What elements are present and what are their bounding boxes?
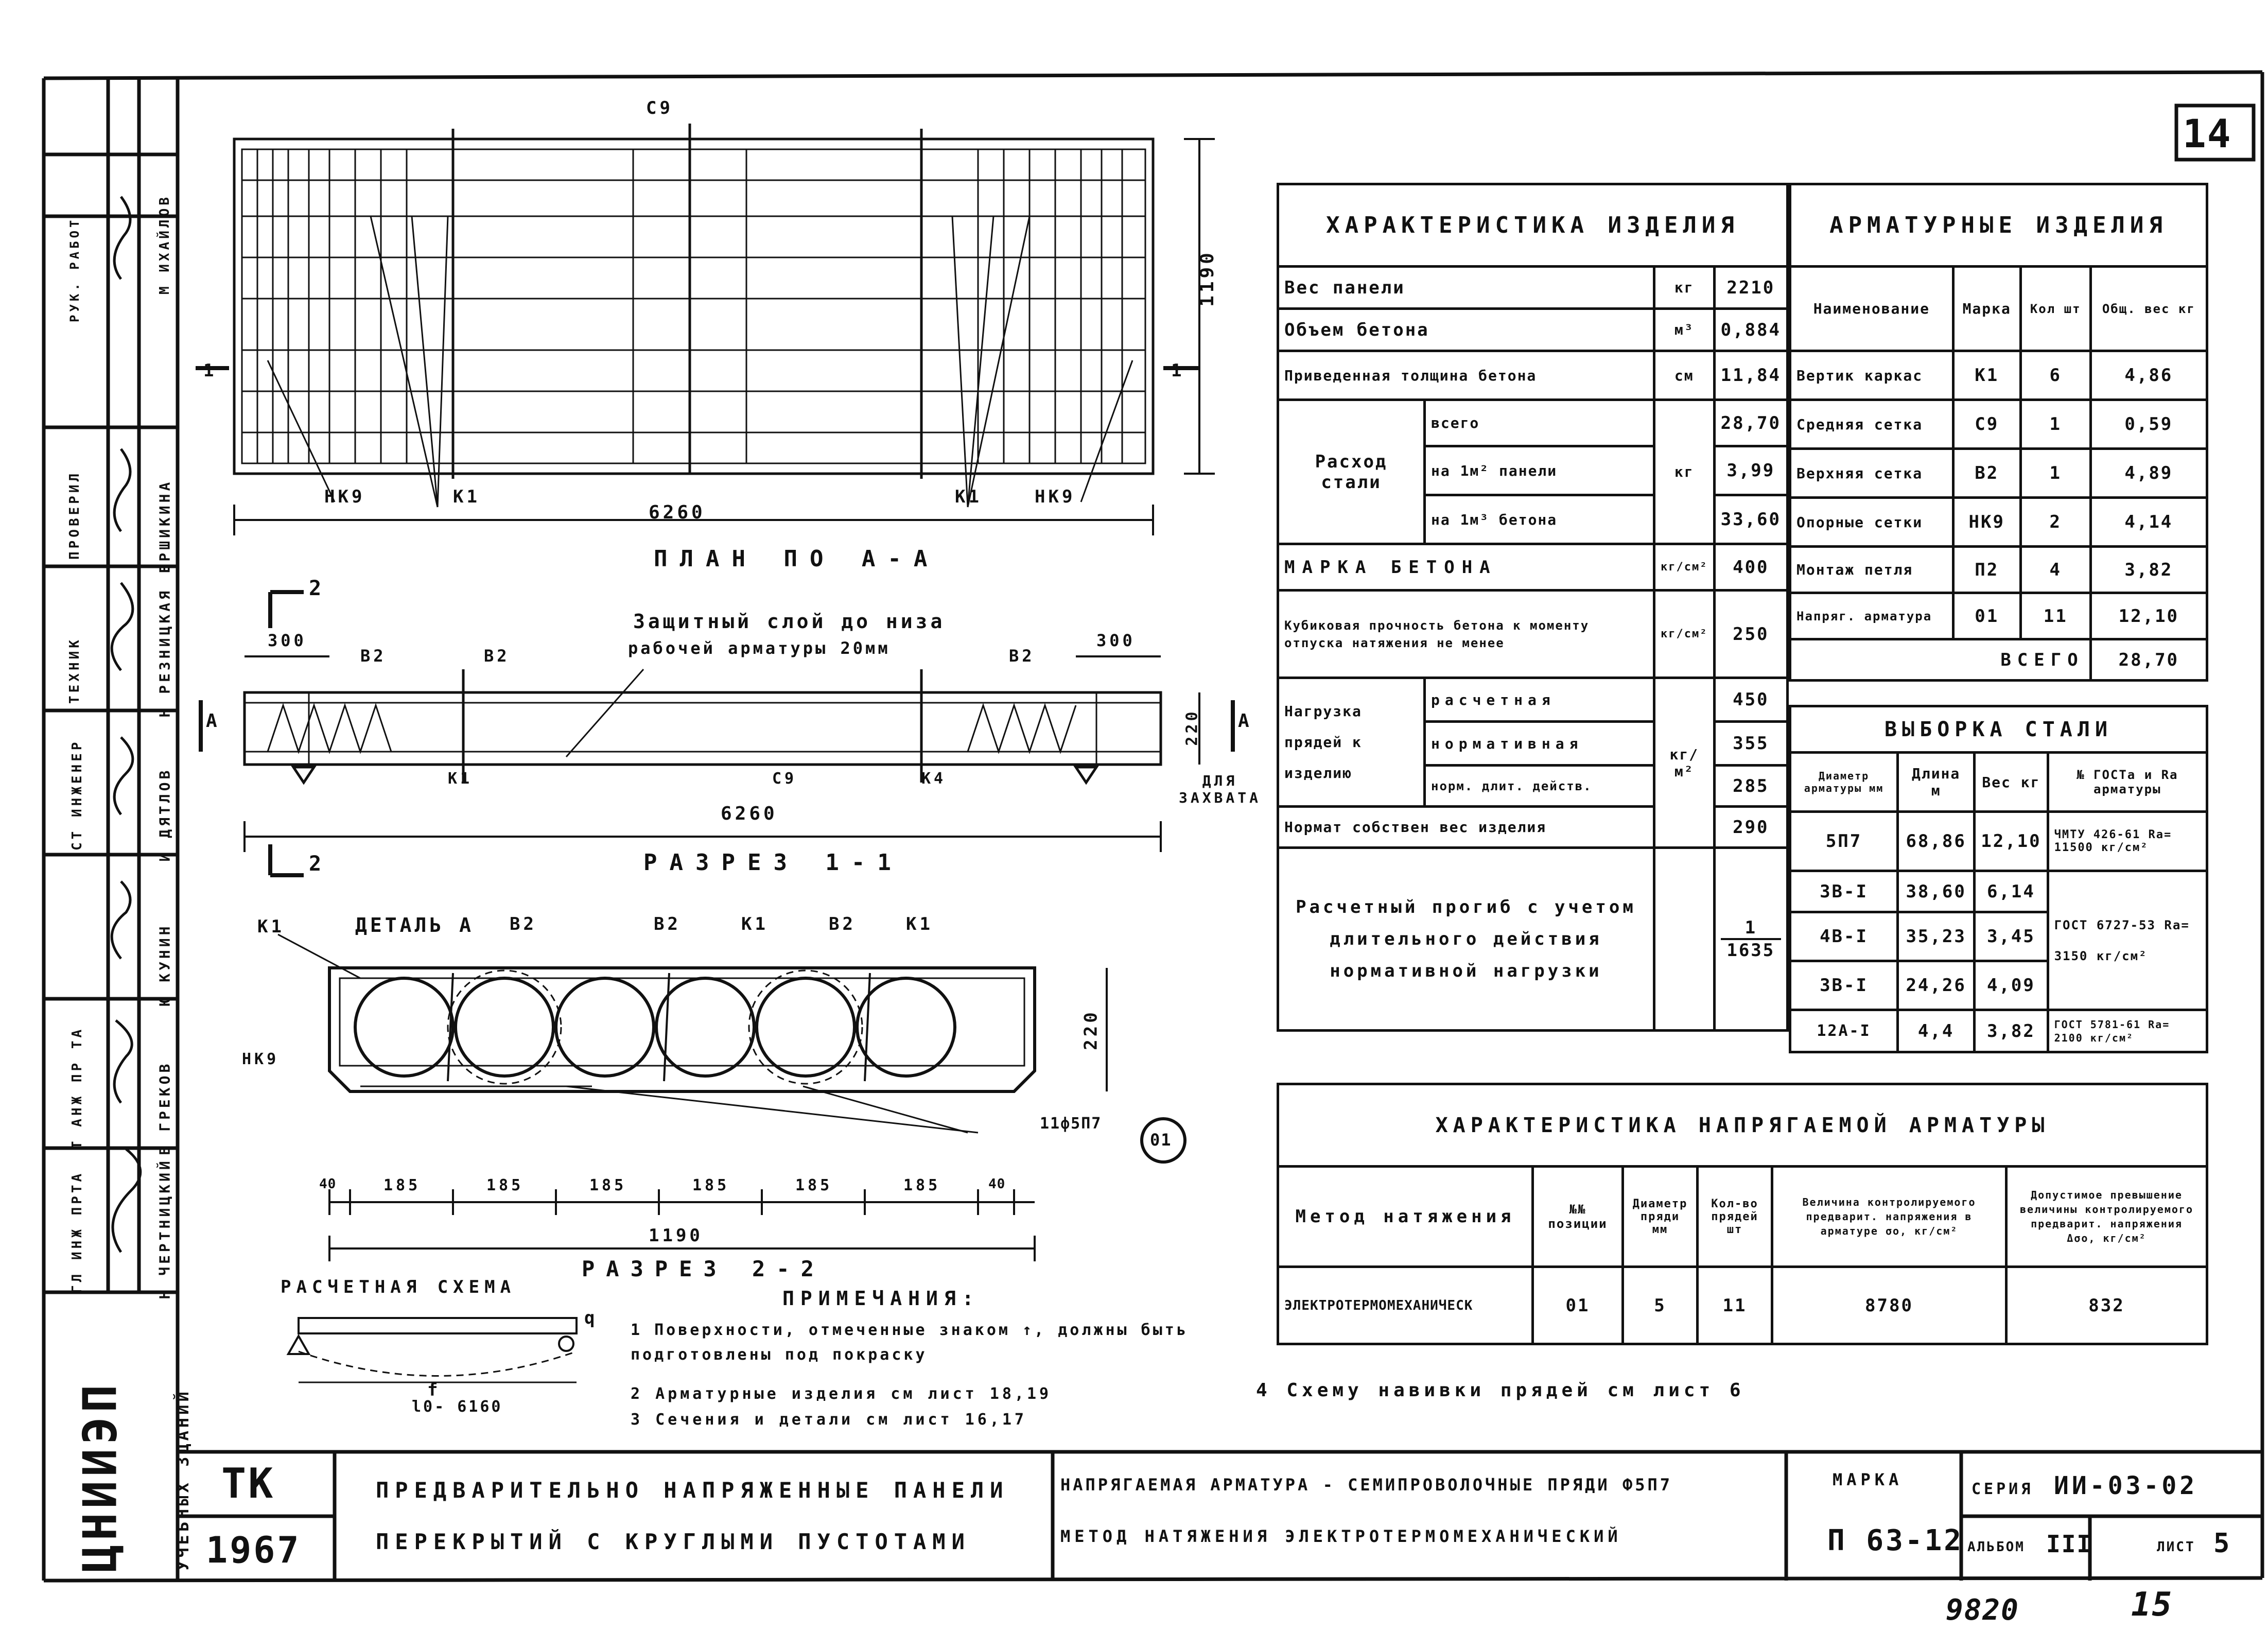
stamp-album-label: АЛЬБОМ (1967, 1539, 2025, 1555)
section1-height: 220 (1183, 708, 1201, 746)
arm-weight: 4,89 (2090, 449, 2207, 498)
steel-row-label: на 1м³ бетона (1425, 495, 1654, 544)
arm-weight: 4,86 (2090, 351, 2207, 400)
strength-label: Кубиковая прочность бетона к моменту отпуска натяжения не менее (1278, 591, 1654, 678)
steel-table-title: ВЫБОРКА СТАЛИ (1790, 706, 2207, 753)
tension-cell: ЭЛЕКТРОТЕРМОМЕХАНИЧЕСК (1278, 1267, 1533, 1344)
plan-label-nk9: НК9 (324, 487, 365, 507)
load-row-label: расчетная (1425, 678, 1654, 722)
section1-dim-left: 300 (268, 631, 307, 650)
section1-mark-2b: 2 (309, 852, 325, 876)
stamp-album-value: III (2046, 1530, 2092, 1558)
steel-row-label: всего (1425, 400, 1654, 446)
steel-row-label: на 1м² панели (1425, 446, 1654, 495)
char-table-title: ХАРАКТЕРИСТИКА ИЗДЕЛИЯ (1278, 184, 1788, 267)
arm-total-label: ВСЕГО (1790, 639, 2091, 681)
arm-name: Верхняя сетка (1790, 449, 1953, 498)
section1-label-k1: К1 (448, 770, 473, 788)
arm-mark: П2 (1953, 547, 2020, 593)
stamp-title-1: ПРЕДВАРИТЕЛЬНО НАПРЯЖЕННЫЕ ПАНЕЛИ (376, 1478, 1009, 1503)
dim-bottom-5: 185 (795, 1176, 833, 1194)
plan-mark-1: 1 (203, 360, 217, 381)
arm-table-title: АРМАТУРНЫЕ ИЗДЕЛИЯ (1790, 184, 2207, 267)
stamp-sheet-label: ЛИСТ (2157, 1539, 2195, 1555)
steel-dia: 5П7 (1790, 812, 1898, 871)
tension-table (1277, 1083, 2208, 1345)
tension-header: Допустимое превышение величины контролируемого предварит. напряжения Δσо, кг/см² (2007, 1167, 2207, 1267)
steel-dia: 4В-I (1790, 912, 1898, 961)
char-row-unit: м³ (1654, 309, 1714, 351)
arm-header: Марка (1953, 267, 2020, 351)
char-row-unit: см (1654, 351, 1714, 400)
section2-drawing (0, 0, 1277, 1400)
arm-weight: 0,59 (2090, 400, 2207, 449)
section2-label-k1c: К1 (906, 914, 933, 934)
arm-weight: 3,82 (2090, 547, 2207, 593)
notes-title: ПРИМЕЧАНИЯ: (782, 1287, 980, 1310)
section1-label-v2b: В2 (484, 646, 510, 666)
arm-total-value: 28,70 (2090, 639, 2207, 681)
steel-len: 38,60 (1898, 871, 1975, 912)
dim-bottom-6: 185 (903, 1176, 941, 1194)
stamp-series-value: ИИ-03-02 (2054, 1471, 2198, 1500)
deflection-num: 1 (1721, 917, 1781, 940)
stamp-year: 1967 (206, 1529, 301, 1571)
section1-lift: ДЛЯ ЗАХВАТА (1178, 772, 1261, 806)
side-name: Ю КУНИН (156, 923, 173, 1006)
plan-label-c9: С9 (646, 98, 673, 118)
steel-header: Длина м (1898, 753, 1975, 812)
section1-note-2: рабочей арматуры 20мм (628, 638, 891, 658)
side-name: М ИХАЙЛОВ (157, 194, 172, 294)
section2-label-v2b: В2 (654, 914, 681, 934)
footer-number-left: 9820 (1946, 1593, 2019, 1627)
section2-label-v2c: В2 (829, 914, 856, 934)
dim-bottom-1: 185 (383, 1176, 421, 1194)
width-total: 1190 (649, 1225, 703, 1246)
tension-table-title: ХАРАКТЕРИСТИКА НАПРЯГАЕМОЙ АРМАТУРЫ (1278, 1084, 2207, 1167)
tension-header: Диаметр пряди мм (1623, 1167, 1698, 1267)
steel-row-value: 3,99 (1714, 446, 1787, 495)
plan-mark-1b: 1 (1171, 360, 1185, 381)
calc-scheme-f: f (427, 1380, 441, 1400)
arm-qty: 11 (2020, 593, 2090, 639)
note-item-4: 4 Схему навивки прядей см лист 6 (1256, 1380, 1745, 1401)
plan-label-k1: К1 (453, 487, 480, 507)
own-weight-label: Нормат собствен вес изделия (1278, 807, 1654, 848)
sheet-number: 14 (2183, 111, 2232, 157)
note-item-1: 1 Поверхности, отмеченные знаком ↑, должны быть подготовлены под покраску (631, 1321, 1189, 1364)
plan-length: 6260 (649, 502, 706, 523)
stamp-desc-2: МЕТОД НАТЯЖЕНИЯ ЭЛЕКТРОТЕРМОМЕХАНИЧЕСКИЙ (1060, 1526, 1622, 1546)
steel-row-value: 28,70 (1714, 400, 1787, 446)
section1-label-v2: В2 (360, 646, 387, 666)
side-name: Н РЕЗНИЦКАЯ (156, 588, 173, 718)
section1-label-c9: С9 (772, 770, 797, 788)
stamp-tk: ТК (221, 1460, 275, 1507)
plan-title: ПЛАН ПО А-А (654, 546, 940, 572)
steel-header: Вес кг (1975, 753, 2048, 812)
steel-dia: 12А-I (1790, 1010, 1898, 1052)
load-unit: кг/м² (1654, 678, 1714, 848)
section2-label-k1: К1 (257, 916, 285, 937)
tension-header: №№ позиции (1533, 1167, 1623, 1267)
arm-qty: 4 (2020, 547, 2090, 593)
arm-mark: НК9 (1953, 498, 2020, 547)
steel-len: 68,86 (1898, 812, 1975, 871)
arm-name: Монтаж петля (1790, 547, 1953, 593)
stamp-title-2: ПЕРЕКРЫТИЙ С КРУГЛЫМИ ПУСТОТАМИ (376, 1529, 971, 1554)
side-role: РУК. РАБОТ (67, 217, 82, 322)
concrete-unit: кг/см² (1654, 544, 1714, 591)
steel-wt: 12,10 (1975, 812, 2048, 871)
steel-len: 4,4 (1898, 1010, 1975, 1052)
footer-number-right: 15 (2131, 1586, 2173, 1624)
steel-gost: ГОСТ 6727-53 Rа= 3150 кг/см² (2048, 871, 2207, 1010)
steel-len: 35,23 (1898, 912, 1975, 961)
arm-header: Кол шт (2020, 267, 2090, 351)
tension-cell: 11 (1698, 1267, 1772, 1344)
side-role: ТЕХНИК (67, 637, 82, 704)
dim-edge-left: 40 (319, 1176, 337, 1192)
arm-qty: 1 (2020, 400, 2090, 449)
side-role: ГЛ ИНЖ ПРТА (69, 1170, 85, 1293)
strand-label: 11ф5П7 (1040, 1115, 1102, 1133)
deflection-den: 1635 (1726, 940, 1775, 961)
dim-bottom-4: 185 (692, 1176, 730, 1194)
note-item-3: 3 Сечения и детали см лист 16,17 (631, 1411, 1027, 1429)
arm-qty: 1 (2020, 449, 2090, 498)
load-row-value: 355 (1714, 722, 1787, 766)
section1-label-v2c: В2 (1009, 646, 1035, 666)
tension-cell: 5 (1623, 1267, 1698, 1344)
char-row-value: 0,884 (1714, 309, 1787, 351)
section1-mark-2: 2 (309, 577, 325, 600)
side-role: СТ ИНЖЕНЕР (69, 739, 85, 851)
calc-scheme-span: l0- 6160 (412, 1398, 503, 1416)
tension-cell: 01 (1533, 1267, 1623, 1344)
load-row-value: 285 (1714, 766, 1787, 807)
steel-wt: 3,45 (1975, 912, 2048, 961)
section1-mark-a2: А (1238, 710, 1252, 732)
strand-mark: 01 (1150, 1130, 1172, 1150)
tension-header: Величина контролируемого предварит. напряжения в арматуре σо, кг/см² (1772, 1167, 2007, 1267)
stamp-desc-1: НАПРЯГАЕМАЯ АРМАТУРА - СЕМИПРОВОЛОЧНЫЕ ПРЯДИ Ф5П7 (1060, 1475, 1673, 1495)
arm-mark: В2 (1953, 449, 2020, 498)
arm-qty: 2 (2020, 498, 2090, 547)
arm-mark: 01 (1953, 593, 2020, 639)
stamp-mark-value: П 63-12 (1827, 1524, 1964, 1557)
stamp-mark-label: МАРКА (1833, 1470, 1903, 1489)
arm-table (1789, 183, 2208, 682)
arm-name: Опорные сетки (1790, 498, 1953, 547)
section1-note-1: Защитный слой до низа (633, 610, 946, 633)
plan-width: 1190 (1196, 250, 1218, 307)
steel-row-value: 33,60 (1714, 495, 1787, 544)
tension-cell: 8780 (1772, 1267, 2007, 1344)
tension-header: Кол-во прядей шт (1698, 1167, 1772, 1267)
section2-label-nk9: НК9 (242, 1050, 280, 1068)
section2-height: 220 (1080, 1009, 1102, 1050)
concrete-value: 400 (1714, 544, 1787, 591)
arm-name: Вертик каркас (1790, 351, 1953, 400)
steel-unit: кг (1654, 400, 1714, 544)
arm-header: Общ. вес кг (2090, 267, 2207, 351)
steel-wt: 4,09 (1975, 961, 2048, 1010)
plan-label-k1b: К1 (955, 487, 982, 507)
section1-mark-a: А (206, 710, 220, 732)
org-name: ЦНИИЭП (73, 1380, 128, 1573)
concrete-label: МАРКА БЕТОНА (1278, 544, 1654, 591)
arm-weight: 12,10 (2090, 593, 2207, 639)
dim-bottom-2: 185 (486, 1176, 524, 1194)
char-row-label: Объем бетона (1278, 309, 1654, 351)
steel-dia: 3В-I (1790, 871, 1898, 912)
side-role: Т АНЖ ПР ТА (69, 1026, 85, 1149)
stamp-sheet-value: 5 (2213, 1528, 2233, 1559)
section2-label-k1b: К1 (741, 914, 769, 934)
steel-wt: 3,82 (1975, 1010, 2048, 1052)
steel-gost: ГОСТ 5781-61 Rа= 2100 кг/см² (2048, 1010, 2207, 1052)
section1-title: РАЗРЕЗ 1-1 (643, 849, 903, 876)
load-row-label: норм. длит. действ. (1425, 766, 1654, 807)
char-row-unit: кг (1654, 267, 1714, 309)
side-name: Н ЧЕРТНИЦКИЙ (156, 1158, 173, 1299)
load-label: Нагрузка прядей к изделию (1278, 678, 1425, 807)
char-row-value: 11,84 (1714, 351, 1787, 400)
deflection-value (1714, 848, 1787, 1031)
steel-gost: ЧМТУ 426-61 Rа= 11500 кг/см² (2048, 812, 2207, 871)
steel-dia: 3В-I (1790, 961, 1898, 1010)
char-row-label: Приведенная толщина бетона (1278, 351, 1654, 400)
calc-scheme-title: РАСЧЕТНАЯ СХЕМА (281, 1277, 516, 1297)
arm-qty: 6 (2020, 351, 2090, 400)
arm-name: Средняя сетка (1790, 400, 1953, 449)
section1-length: 6260 (721, 803, 778, 824)
side-name: ЕРШИКИНА (156, 479, 173, 574)
arm-mark: К1 (1953, 351, 2020, 400)
arm-mark: С9 (1953, 400, 2020, 449)
section2-label-v2: В2 (510, 914, 537, 934)
side-name: И ДЯТЛОВ (156, 767, 173, 862)
own-weight-value: 290 (1714, 807, 1787, 848)
dim-bottom-3: 185 (589, 1176, 627, 1194)
char-row-label: Вес панели (1278, 267, 1654, 309)
strength-value: 250 (1714, 591, 1787, 678)
org-sub: УЧЕБНЫХ ЗДАНИЙ (173, 1389, 193, 1571)
arm-weight: 4,14 (2090, 498, 2207, 547)
deflection-label: Расчетный прогиб с учетом длительного действия нормативной нагрузки (1278, 848, 1654, 1031)
plan-label-nk9b: НК9 (1035, 487, 1076, 507)
steel-header: № ГОСТа и Rа арматуры (2048, 753, 2207, 812)
section2-title: РАЗРЕЗ 2-2 (582, 1256, 825, 1281)
steel-header: Диаметр арматуры мм (1790, 753, 1898, 812)
steel-wt: 6,14 (1975, 871, 2048, 912)
section2-detail: ДЕТАЛЬ А (355, 914, 475, 936)
arm-name: Напряг. арматура (1790, 593, 1953, 639)
stamp-series-label: СЕРИЯ (1972, 1480, 2034, 1498)
arm-header: Наименование (1790, 267, 1953, 351)
side-role: ПРОВЕРИЛ (67, 470, 82, 560)
char-row-value: 2210 (1714, 267, 1787, 309)
steel-len: 24,26 (1898, 961, 1975, 1010)
steel-label: Расход стали (1278, 400, 1425, 544)
tension-header: Метод натяжения (1278, 1167, 1533, 1267)
section1-dim-right: 300 (1096, 631, 1136, 650)
load-row-label: нормативная (1425, 722, 1654, 766)
steel-table (1789, 705, 2208, 1053)
load-row-value: 450 (1714, 678, 1787, 722)
char-table (1277, 183, 1789, 1032)
strength-unit: кг/см² (1654, 591, 1714, 678)
section1-label-k4: К4 (921, 770, 947, 788)
calc-scheme-q: q (584, 1308, 598, 1328)
note-item-2: 2 Арматурные изделия см лист 18,19 (631, 1385, 1052, 1403)
tension-cell: 832 (2007, 1267, 2207, 1344)
dim-edge-right: 40 (988, 1176, 1006, 1192)
side-name: В ГРЕКОВ (156, 1061, 173, 1155)
